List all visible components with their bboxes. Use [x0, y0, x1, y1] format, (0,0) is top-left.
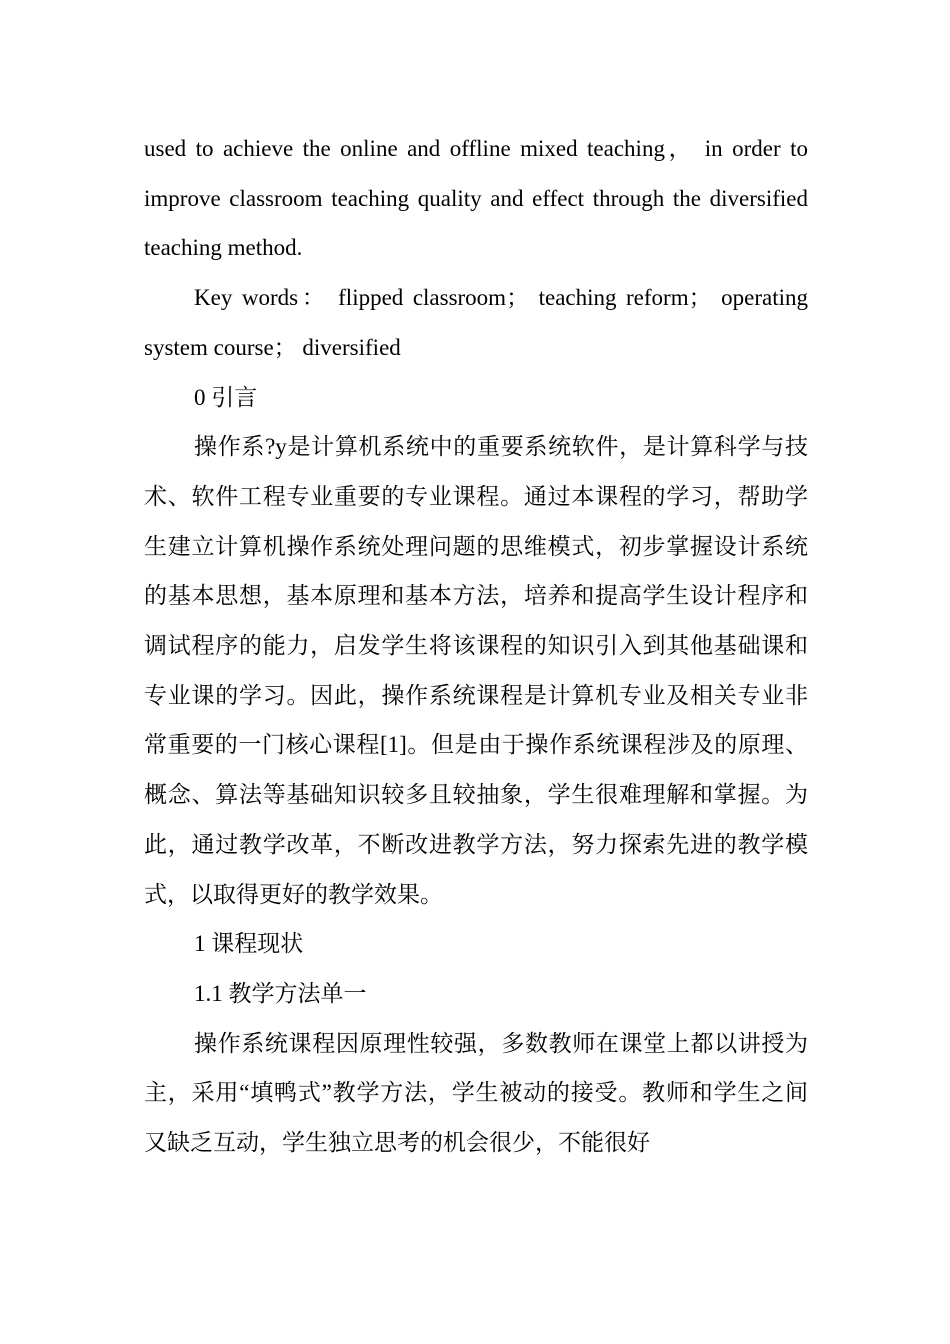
subsection-heading: 1.1 教学方法单一: [194, 980, 367, 1006]
keywords-line: Key words： flipped classroom； teaching reform； operating system course； diversified: [144, 285, 808, 360]
intro-paragraph: 操作系?y是计算机系统中的重要系统软件，是计算科学与技术、软件工程专业重要的专业课程。通过本课程的学习，帮助学生建立计算机操作系统处理问题的思维模式，初步掌握设计系统的基本思想，基本原理和基本方法，培养和提高学生设计程序和调试程序的能力，启发学生将该课程的知识引入到其他基础课和专业课的学习。因此，操作系统课程是计算机专业及相关专业非常重要的一门核心课程[1]。但是由于操作系统课程涉及的原理、概念、算法等基础知识较多且较抽象，学生很难理解和掌握。为此，通过教学改革，不断改进教学方法，努力探索先进的教学模式，以取得更好的教学效果。: [144, 434, 808, 907]
intro-heading: 0 引言: [194, 384, 258, 410]
subsection-paragraph: 操作系统课程因原理性较强，多数教师在课堂上都以讲授为主，采用“填鸭式”教学方法，学生被动的接受。教师和学生之间又缺乏互动，学生独立思考的机会很少，不能很好: [144, 1030, 808, 1156]
abstract-continuation: used to achieve the online and offline mixed teaching， in order to improve classroom teaching quality and effect through the diversified teaching method.: [144, 136, 808, 261]
status-heading: 1 课程现状: [194, 931, 304, 957]
document-body: [144, 124, 808, 1168]
